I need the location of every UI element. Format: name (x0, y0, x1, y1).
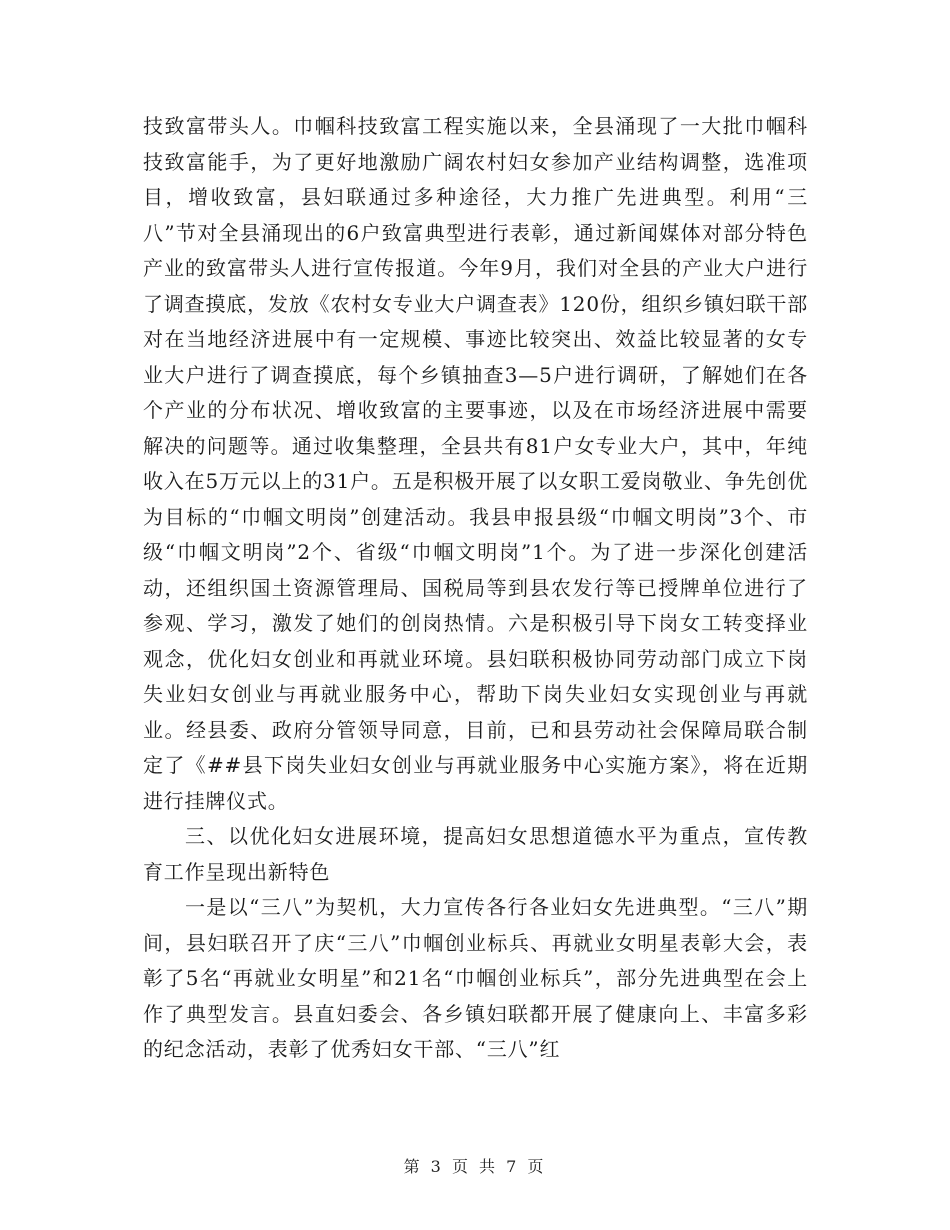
body-paragraph-1: 技致富带头人。巾帼科技致富工程实施以来，全县涌现了一大批巾帼科技致富能手，为了更好地激励广阔农村妇女参加产业结构调整，选准项目，增收致富，县妇联通过多种途径，大力推广先进典型。利用“三八”节对全县涌现出的6户致富典型进行表彰，通过新闻媒体对部分特色产业的致富带头人进行宣传报道。今年9月，我们对全县的产业大户进行了调查摸底，发放《农村女专业大户调查表》120份，组织乡镇妇联干部对在当地经济进展中有一定规模、事迹比较突出、效益比较显著的女专业大户进行了调查摸底，每个乡镇抽查3—5户进行调研，了解她们在各个产业的分布状况、增收致富的主要事迹，以及在市场经济进展中需要解决的问题等。通过收集整理，全县共有81户女专业大户，其中，年纯收入在5万元以上的31户。五是积极开展了以女职工爱岗敬业、争先创优为目标的“巾帼文明岗”创建活动。我县申报县级“巾帼文明岗”3个、市级“巾帼文明岗”2个、省级“巾帼文明岗”1个。为了进一步深化创建活动，还组织国土资源管理局、国税局等到县农发行等已授牌单位进行了参观、学习，激发了她们的创岗热情。六是积极引导下岗女工转变择业观念，优化妇女创业和再就业环境。县妇联积极协同劳动部门成立下岗失业妇女创业与再就业服务中心，帮助下岗失业妇女实现创业与再就业。经县委、政府分管领导同意，目前，已和县劳动社会保障局联合制定了《##县下岗失业妇女创业与再就业服务中心实施方案》，将在近期进行挂牌仪式。 (143, 114, 808, 813)
document-body (143, 109, 808, 1068)
section-heading-3: 三、以优化妇女进展环境，提高妇女思想道德水平为重点，宣传教育工作呈现出新特色 (143, 824, 808, 884)
page-number-footer: 第 3 页 共 7 页 (403, 1157, 547, 1176)
body-paragraph-2: 一是以“三八”为契机，大力宣传各行各业妇女先进典型。“三八”期间，县妇联召开了庆“三八”巾帼创业标兵、再就业女明星表彰大会，表彰了5名“再就业女明星”和21名“巾帼创业标兵”，部分先进典型在会上作了典型发言。县直妇委会、各乡镇妇联都开展了健康向上、丰富多彩的纪念活动，表彰了优秀妇女干部、“三八”红 (143, 895, 808, 1061)
